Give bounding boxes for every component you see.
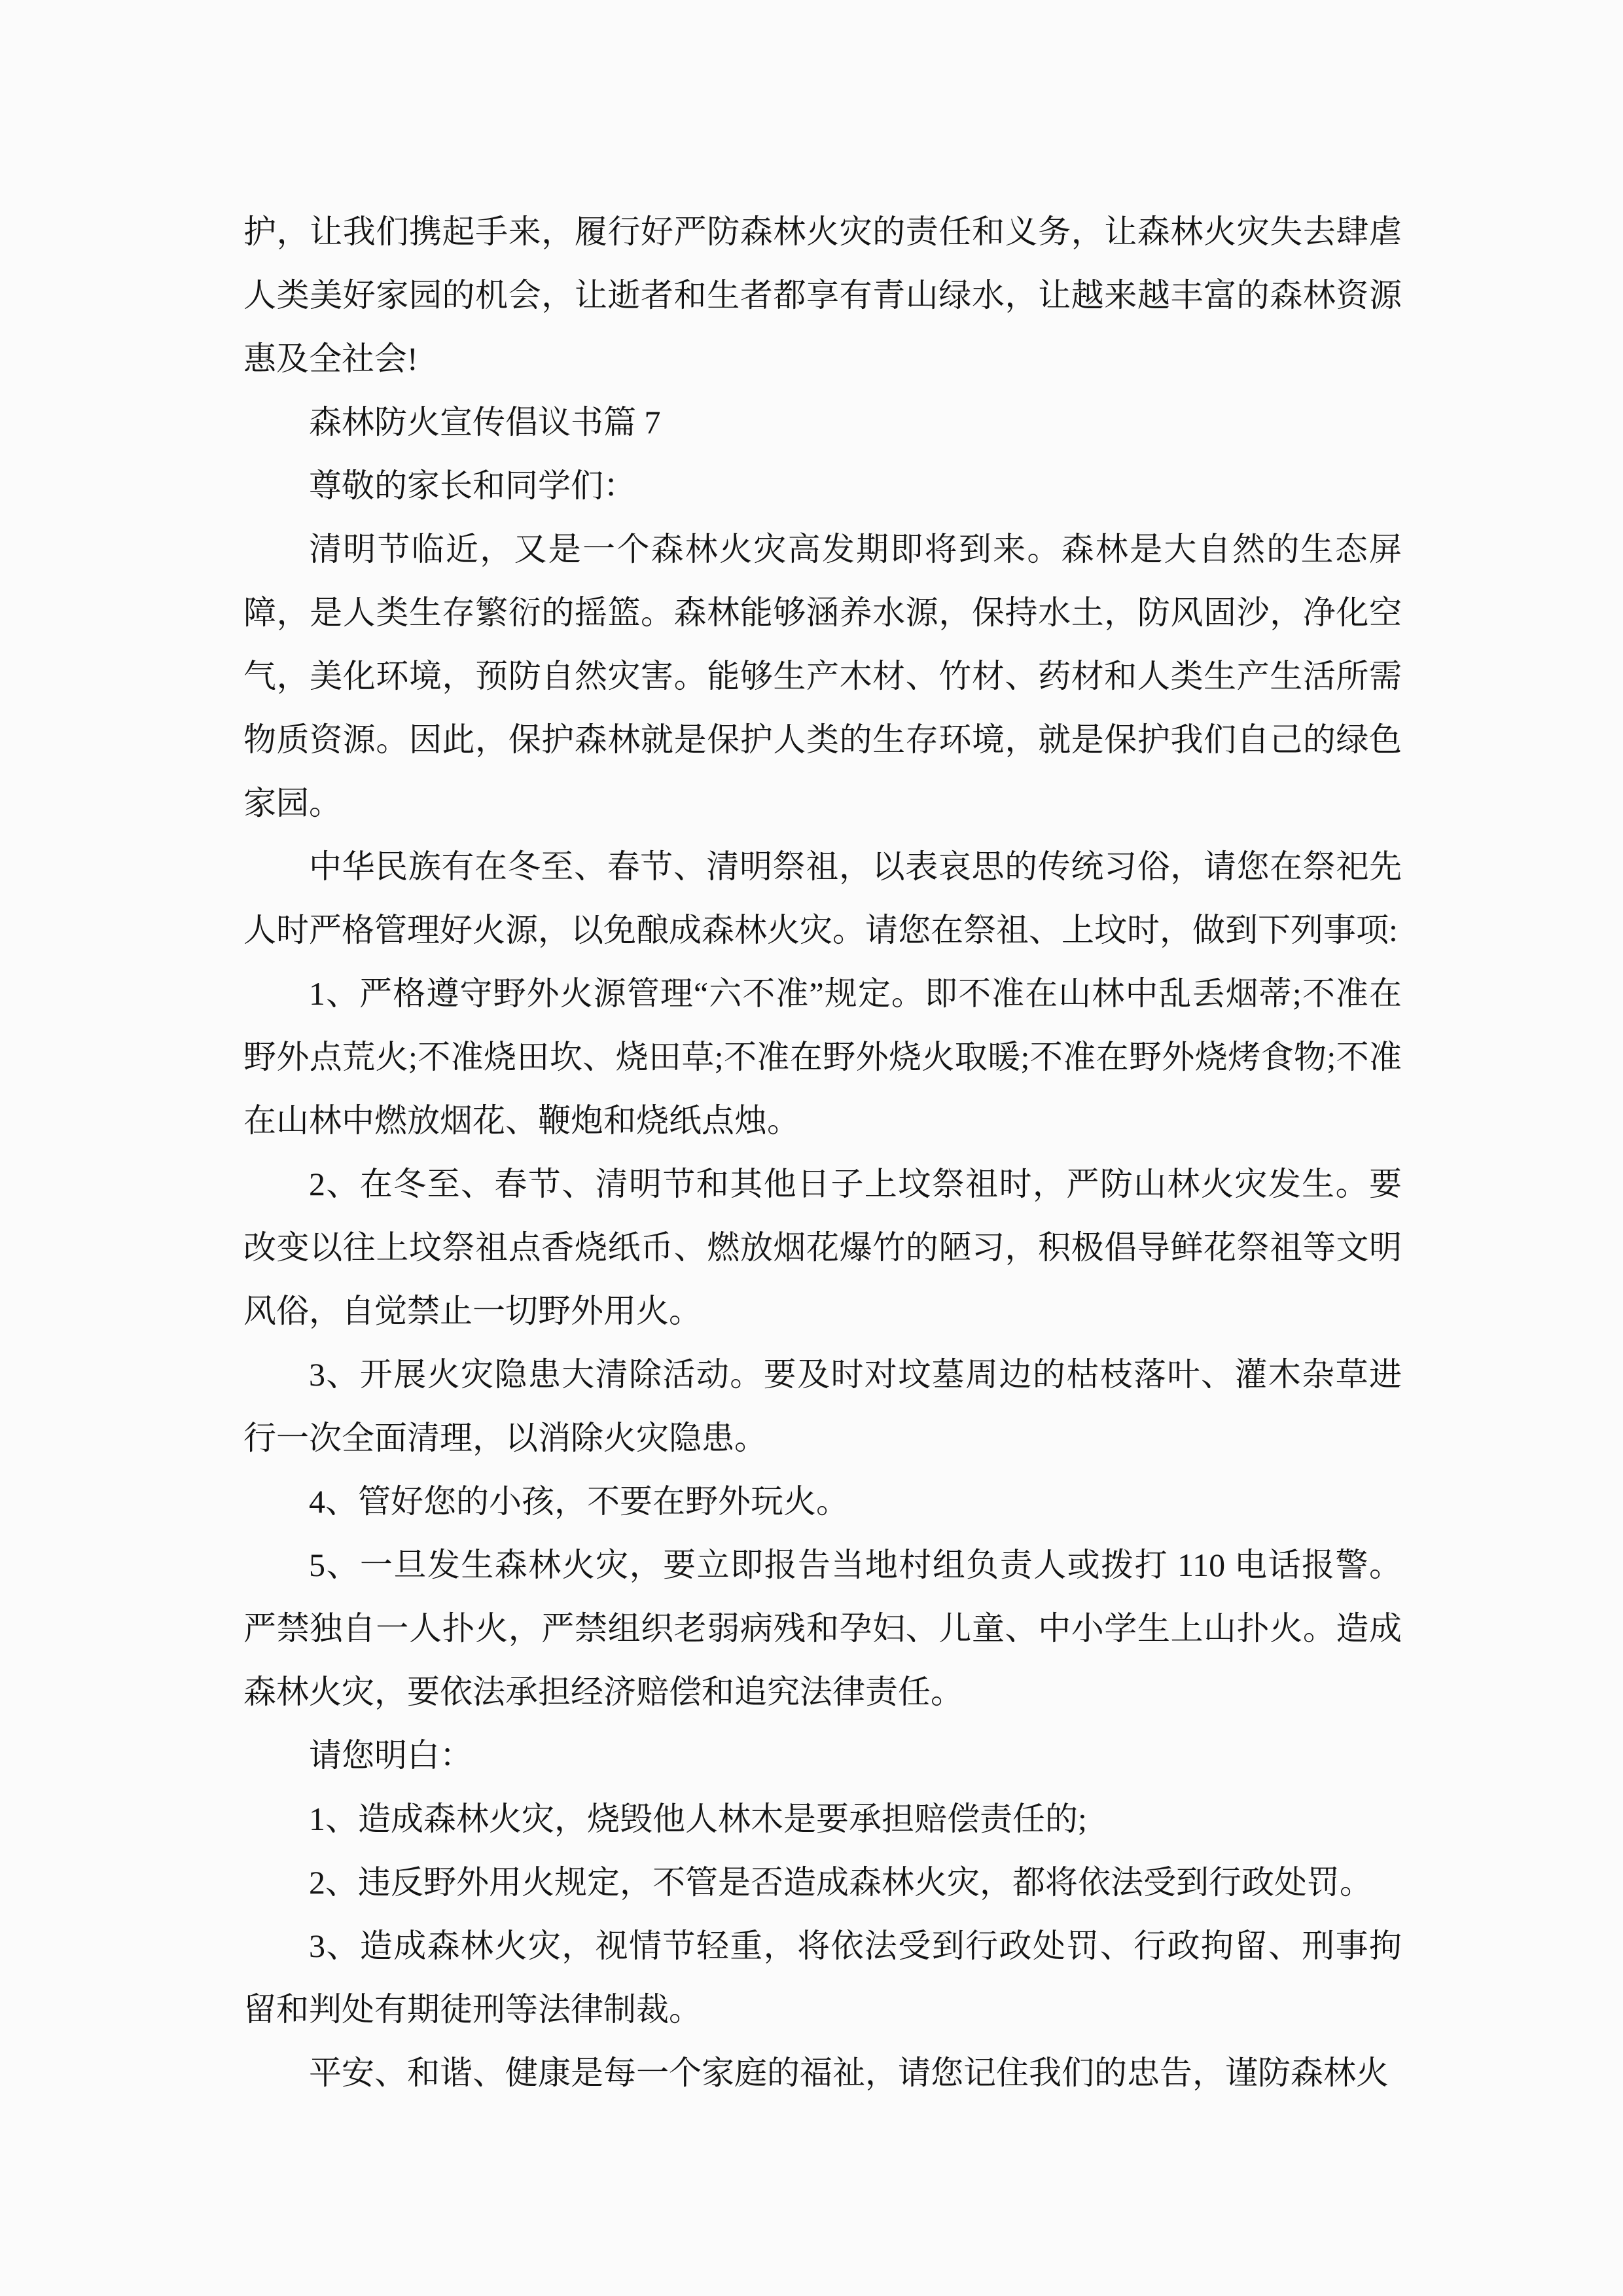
paragraph: 2、在冬至、春节、清明节和其他日子上坟祭祖时，严防山林火灾发生。要改变以往上坟祭祖点香烧纸币、燃放烟花爆竹的陋习，积极倡导鲜花祭祖等文明风俗，自觉禁止一切野外用火。 <box>243 1166 1402 1329</box>
paragraph: 中华民族有在冬至、春节、清明祭祖，以表哀思的传统习俗，请您在祭祀先人时严格管理好火源，以免酿成森林火灾。请您在祭祖、上坟时，做到下列事项: <box>243 848 1402 948</box>
paragraph: 4、管好您的小孩，不要在野外玩火。 <box>309 1483 849 1520</box>
paragraph: 1、造成森林火灾，烧毁他人林木是要承担赔偿责任的; <box>309 1801 1087 1837</box>
paragraph: 森林防火宣传倡议书篇 7 <box>309 404 661 440</box>
paragraph: 1、严格遵守野外火源管理“六不准”规定。即不准在山林中乱丢烟蒂;不准在野外点荒火;不准烧田坎、烧田草;不准在野外烧火取暖;不准在野外烧烤食物;不准在山林中燃放烟花、鞭炮和烧纸点烛。 <box>243 975 1402 1139</box>
paragraph: 2、违反野外用火规定，不管是否造成森林火灾，都将依法受到行政处罚。 <box>309 1864 1372 1901</box>
paragraph: 护，让我们携起手来，履行好严防森林火灾的责任和义务，让森林火灾失去肆虐人类美好家园的机会，让逝者和生者都享有青山绿水，让越来越丰富的森林资源惠及全社会! <box>243 213 1402 377</box>
paragraph: 平安、和谐、健康是每一个家庭的福祉，请您记住我们的忠告，谨防森林火 <box>309 2054 1389 2091</box>
paragraph: 请您明白： <box>309 1737 473 1774</box>
paragraph: 5、一旦发生森林火灾，要立即报告当地村组负责人或拨打 110 电话报警。严禁独自一人扑火，严禁组织老弱病残和孕妇、儿童、中小学生上山扑火。造成森林火灾，要依法承担经济赔偿和追究法律责任。 <box>243 1547 1402 1710</box>
document-body <box>243 200 1402 2105</box>
paragraph: 3、造成森林火灾，视情节轻重，将依法受到行政处罚、行政拘留、刑事拘留和判处有期徒刑等法律制裁。 <box>243 1928 1402 2028</box>
paragraph: 清明节临近，又是一个森林火灾高发期即将到来。森林是大自然的生态屏障，是人类生存繁衍的摇篮。森林能够涵养水源，保持水土，防风固沙，净化空气，美化环境，预防自然灾害。能够生产木材、竹材、药材和人类生产生活所需物质资源。因此，保护森林就是保护人类的生存环境，就是保护我们自己的绿色家园。 <box>243 531 1402 821</box>
paragraph: 3、开展火灾隐患大清除活动。要及时对坟墓周边的枯枝落叶、灌木杂草进行一次全面清理，以消除火灾隐患。 <box>243 1356 1402 1456</box>
paragraph: 尊敬的家长和同学们： <box>309 467 636 504</box>
